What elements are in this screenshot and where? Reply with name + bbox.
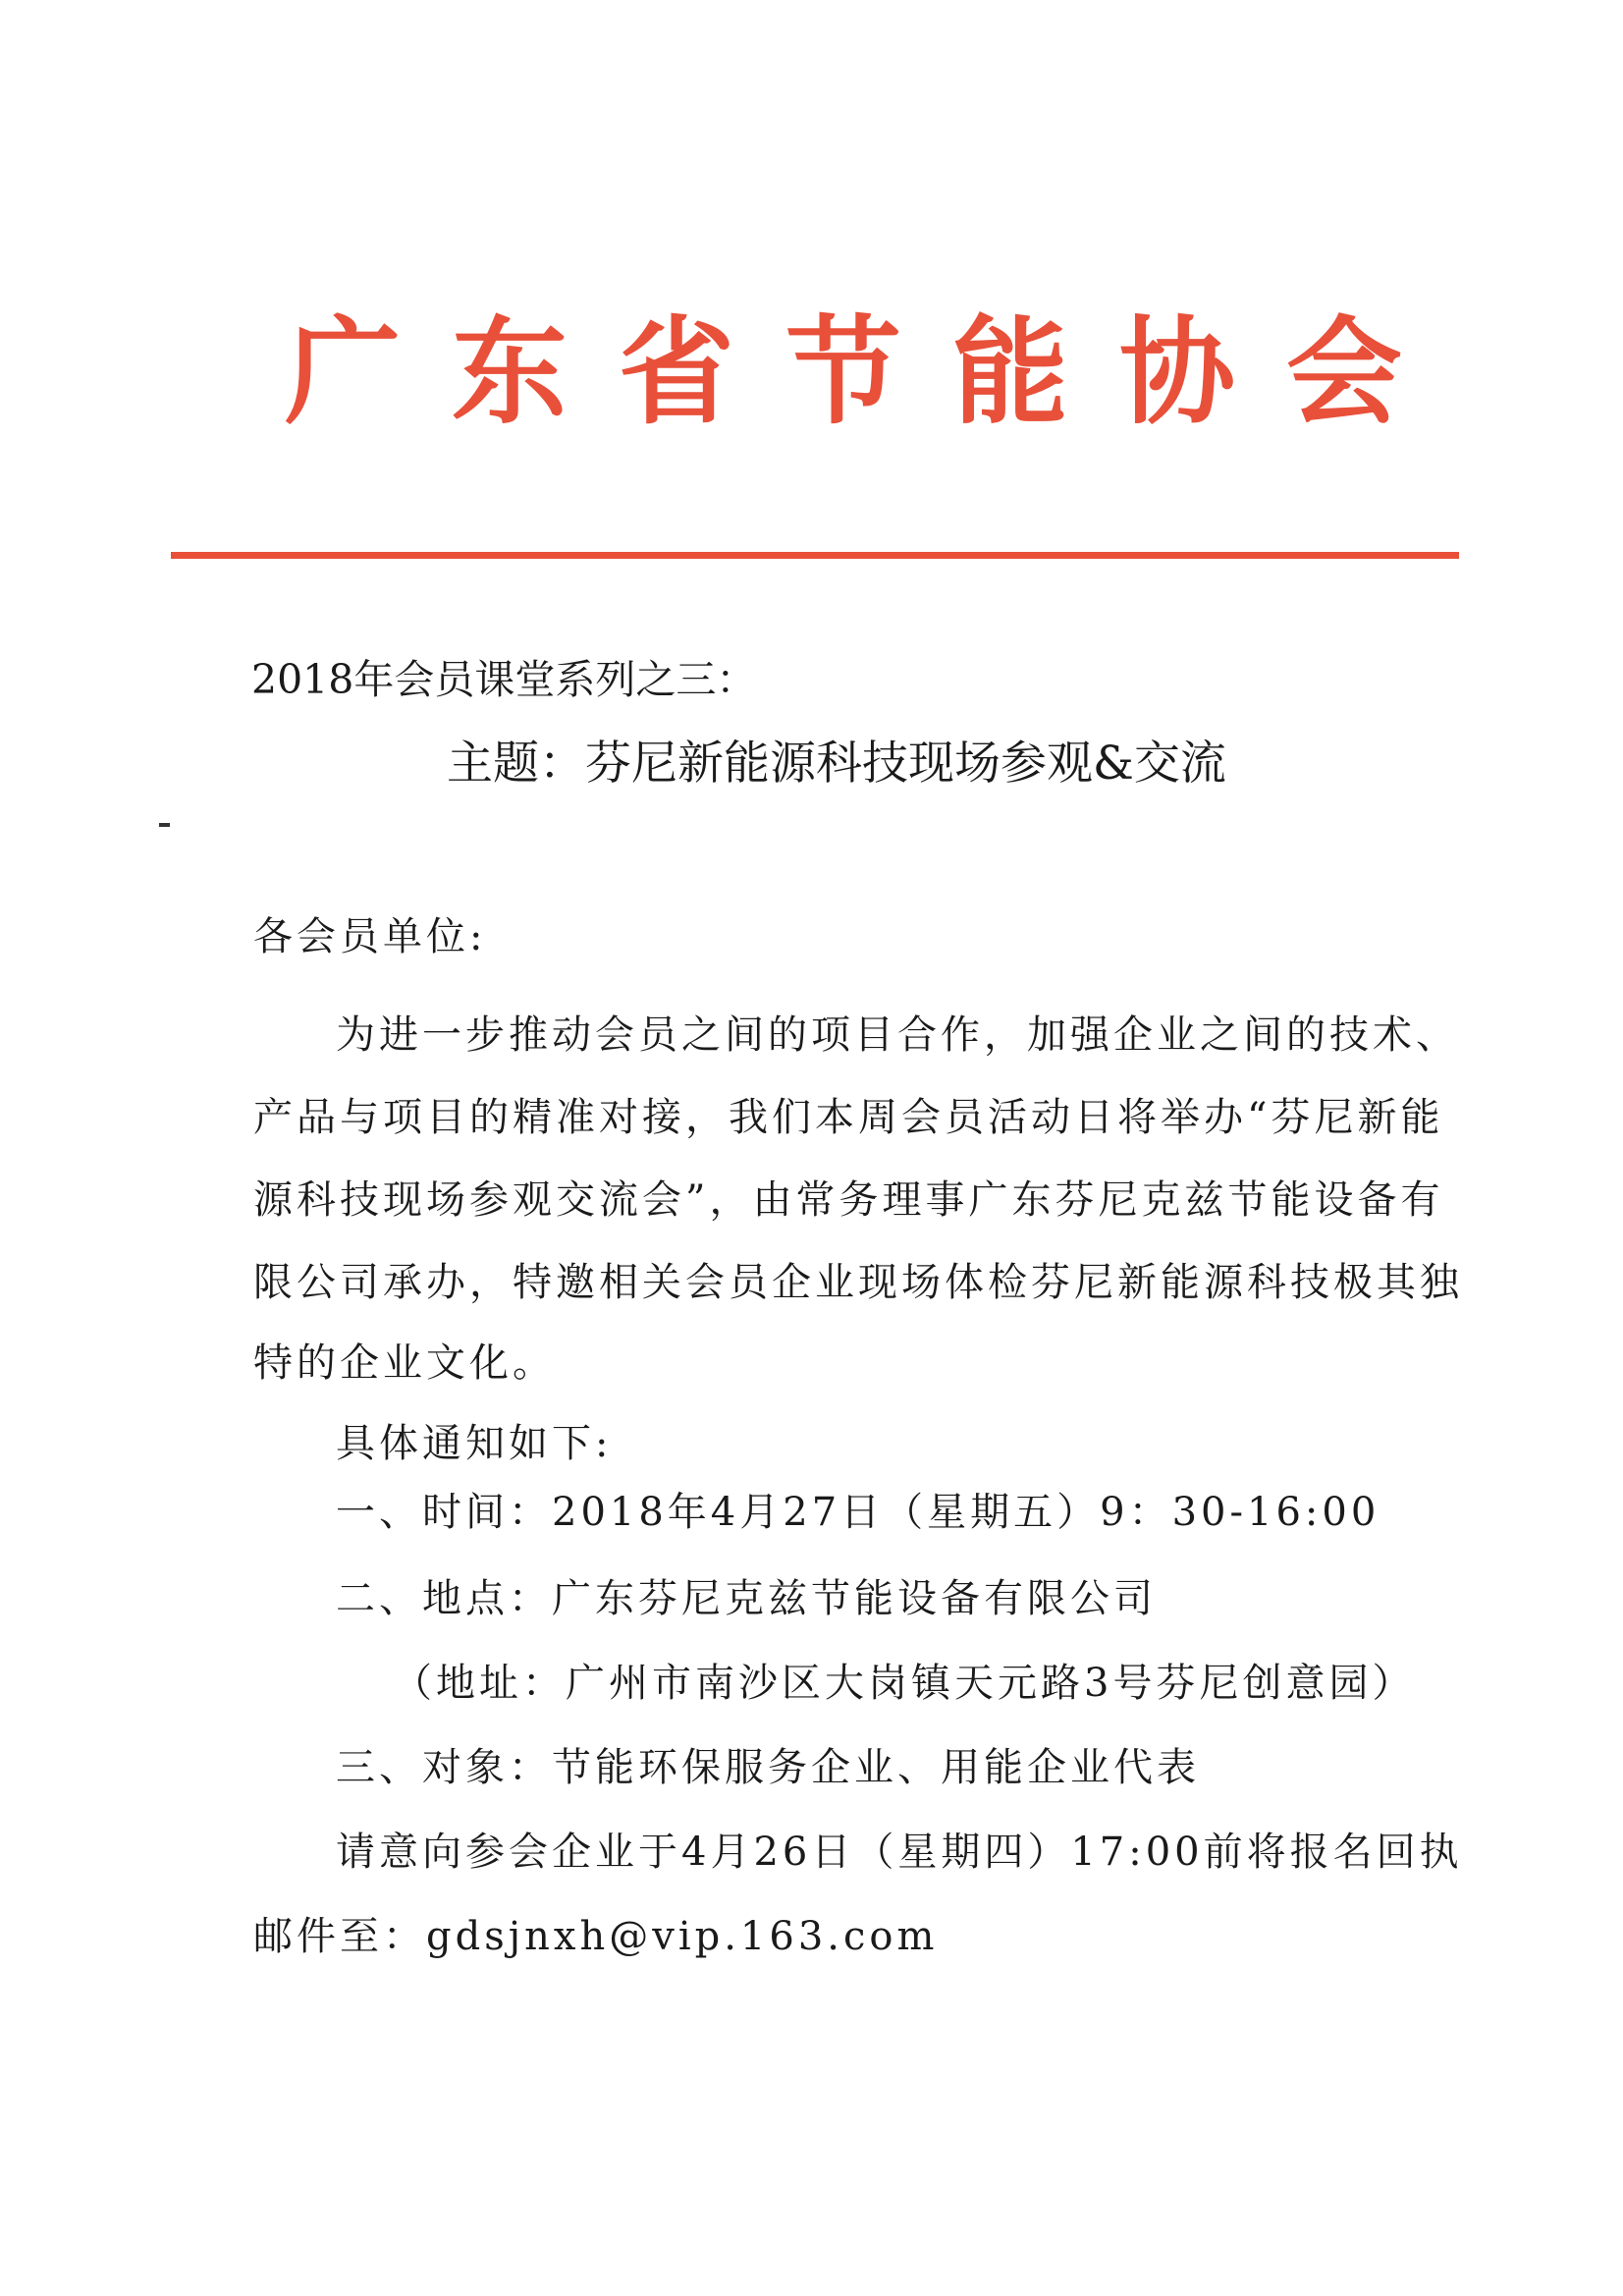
letterhead-org-name: 广东省节能协会	[285, 304, 1454, 440]
registration-email: 邮件至：gdsjnxh@vip.163.com	[253, 1914, 939, 1959]
paragraph-line: 特的企业文化。	[253, 1340, 556, 1386]
notice-item-address: （地址：广州市南沙区大岗镇天元路3号芬尼创意园）	[393, 1661, 1416, 1706]
salutation: 各会员单位:	[253, 914, 487, 959]
notice-item-audience: 三、对象：节能环保服务企业、用能企业代表	[336, 1745, 1200, 1790]
paragraph-line: 为进一步推动会员之间的项目合作，加强企业之间的技术、	[336, 1012, 1459, 1058]
series-heading: 2018年会员课堂系列之三：	[251, 656, 757, 703]
registration-instruction: 请意向参会企业于4月26日（星期四）17:00前将报名回执	[336, 1830, 1463, 1875]
letterhead-divider	[171, 552, 1459, 559]
scan-mark	[159, 823, 170, 827]
paragraph-line: 限公司承办，特邀相关会员企业现场体检芬尼新能源科技极其独	[253, 1260, 1463, 1305]
topic-heading: 主题：芬尼新能源科技现场参观&交流	[447, 737, 1226, 791]
notice-intro: 具体通知如下:	[336, 1421, 613, 1466]
notice-item-time: 一、时间：2018年4月27日（星期五）9：30-16:00	[336, 1490, 1380, 1535]
notice-item-location: 二、地点：广东芬尼克兹节能设备有限公司	[336, 1576, 1157, 1621]
paragraph-line: 源科技现场参观交流会”，由常务理事广东芬尼克兹节能设备有	[253, 1177, 1444, 1223]
paragraph-line: 产品与项目的精准对接，我们本周会员活动日将举办“芬尼新能	[253, 1095, 1444, 1140]
